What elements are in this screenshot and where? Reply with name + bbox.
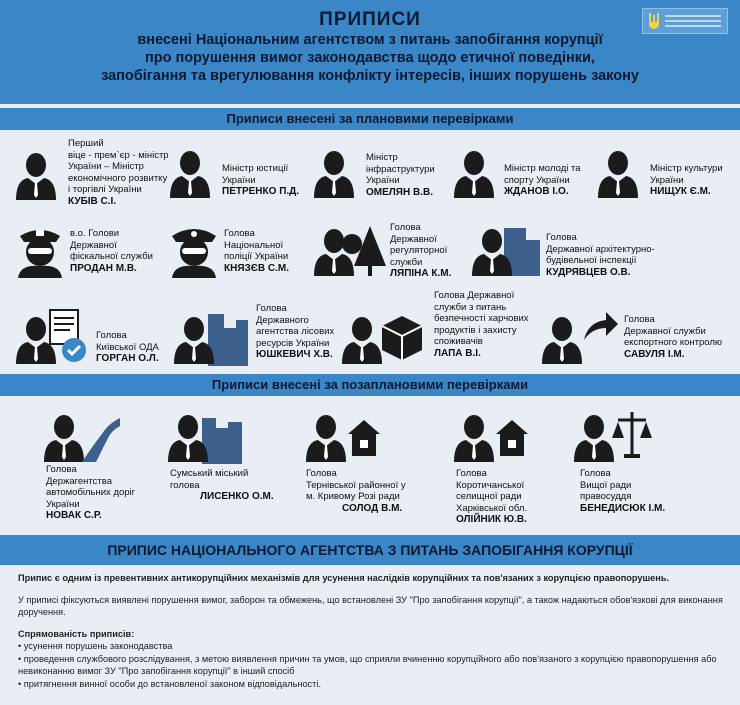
subtitle-line-3: запобігання та врегулювання конфлікту інтересів, інших порушень закону	[101, 68, 639, 84]
person-with-arrow-icon	[540, 306, 620, 366]
unplanned-checks-band: Приписи внесені за позаплановими перевірками	[0, 374, 740, 396]
person-with-city-icon	[166, 404, 246, 464]
person-icon	[452, 148, 500, 200]
person-with-building-icon	[470, 222, 546, 278]
person-card-kudriavtsev: Голова Державної архітектурно- будівельної інспекції КУДРЯВЦЕВ О.В.	[546, 232, 655, 278]
person-card-omelian: Міністр інфраструктури України ОМЕЛЯН В.В.	[366, 152, 435, 198]
agency-logo	[642, 8, 728, 34]
person-card-lysenko: Сумський міський голова ЛИСЕНКО О.М.	[170, 468, 274, 502]
person-card-liapina: Голова Державної регуляторної служби ЛЯПІНА К.М.	[390, 222, 452, 279]
info-paragraph-2: У приписі фіксуються виявлені порушення вимог, заборон та обмежень, що встановлені ЗУ "Про запобігання корупції", а також надаються обов'язкові для виконання доручення.	[18, 594, 723, 617]
person-card-benedysiuk: Голова Вищої ради правосуддя БЕНЕДИСЮК І.М.	[580, 468, 666, 514]
person-with-road-icon	[42, 404, 122, 464]
person-card-kubiv: Перший віце - прем`єр - міністр України – Міністр економічного розвитку і торгівлі України КУБІВ С.І.	[68, 138, 169, 207]
person-card-horhan: Голова Київської ОДА ГОРГАН О.Л.	[96, 330, 159, 364]
page-title: ПРИПИСИ	[319, 9, 421, 30]
police-officer-icon	[168, 222, 220, 278]
planned-checks-band: Приписи внесені за плановими перевірками	[0, 108, 740, 130]
subtitle-line-1: внесені Національним агентством з питань запобігання корупції	[137, 32, 603, 48]
person-icon	[312, 148, 360, 200]
person-icon	[14, 150, 62, 202]
person-card-novak: Голова Держагентства автомобільних доріг України НОВАК С.Р.	[46, 464, 136, 521]
person-card-savulia: Голова Державної служби експортного контролю САВУЛЯ І.М.	[624, 314, 723, 360]
person-with-city-icon	[172, 306, 252, 366]
info-list	[18, 640, 724, 690]
header-banner	[0, 0, 740, 104]
list-item: • проведення службового розслідування, з метою виявлення причин та умов, що сприяли вчиненню корупційного або пов'язаного з корупцією правопорушення або невиконанню вимог ЗУ "Про запобігання корупції" в інший спосіб	[18, 653, 724, 678]
person-card-oliinyk: Голова Коротичанської селищної ради Харківської обл. ОЛІЙНИК Ю.В.	[456, 468, 528, 525]
agency-order-band: ПРИПИС НАЦІОНАЛЬНОГО АГЕНТСТВА З ПИТАНЬ ЗАПОБІГАННЯ КОРУПЦІЇ	[0, 535, 740, 565]
person-card-prodan: в.о. Голови Державної фіскальної служби ПРОДАН М.В.	[70, 228, 153, 274]
info-section	[18, 572, 724, 690]
info-heading: Спрямованість приписів:	[18, 628, 135, 639]
person-with-house-icon	[304, 404, 384, 464]
person-card-lapa: Голова Державної служби з питань безпечності харчових продуктів і захисту споживачів ЛАПА В.І.	[434, 290, 529, 359]
person-with-house-icon	[452, 404, 532, 464]
list-item: • усунення порушень законодавства	[18, 640, 724, 653]
tax-officer-icon	[14, 222, 66, 278]
person-with-document-icon	[14, 306, 94, 366]
person-card-zhdanov: Міністр молоді та спорту України ЖДАНОВ І.О.	[504, 163, 581, 197]
person-card-petrenko: Міністр юстиції України ПЕТРЕНКО П.Д.	[222, 163, 300, 197]
person-card-kniaziev: Голова Національної поліції України КНЯЗЄВ С.М.	[224, 228, 289, 274]
person-card-solod: Голова Тернівської районної у м. Кривому Розі ради СОЛОД В.М.	[306, 468, 406, 514]
person-with-trees-icon	[312, 222, 388, 278]
person-icon	[596, 148, 644, 200]
trident-icon	[647, 12, 661, 30]
person-card-yushkevych: Голова Державного агентства лісових ресурсів України ЮШКЕВИЧ Х.В.	[256, 303, 335, 360]
info-paragraph-1: Припис є одним із превентивних антикорупційних механізмів для усунення наслідків корупційних та пов'язаних з корупцією правопорушень.	[18, 573, 670, 583]
person-with-scales-icon	[572, 404, 652, 464]
subtitle-line-2: про порушення вимог законодавства щодо етичної поведінки,	[145, 50, 595, 66]
list-item: • притягнення винної особи до встановленої законом відповідальності.	[18, 678, 724, 691]
person-card-nyshchuk: Міністр культури України НИЩУК Є.М.	[650, 163, 723, 197]
person-with-box-icon	[340, 306, 426, 366]
person-icon	[168, 148, 216, 200]
